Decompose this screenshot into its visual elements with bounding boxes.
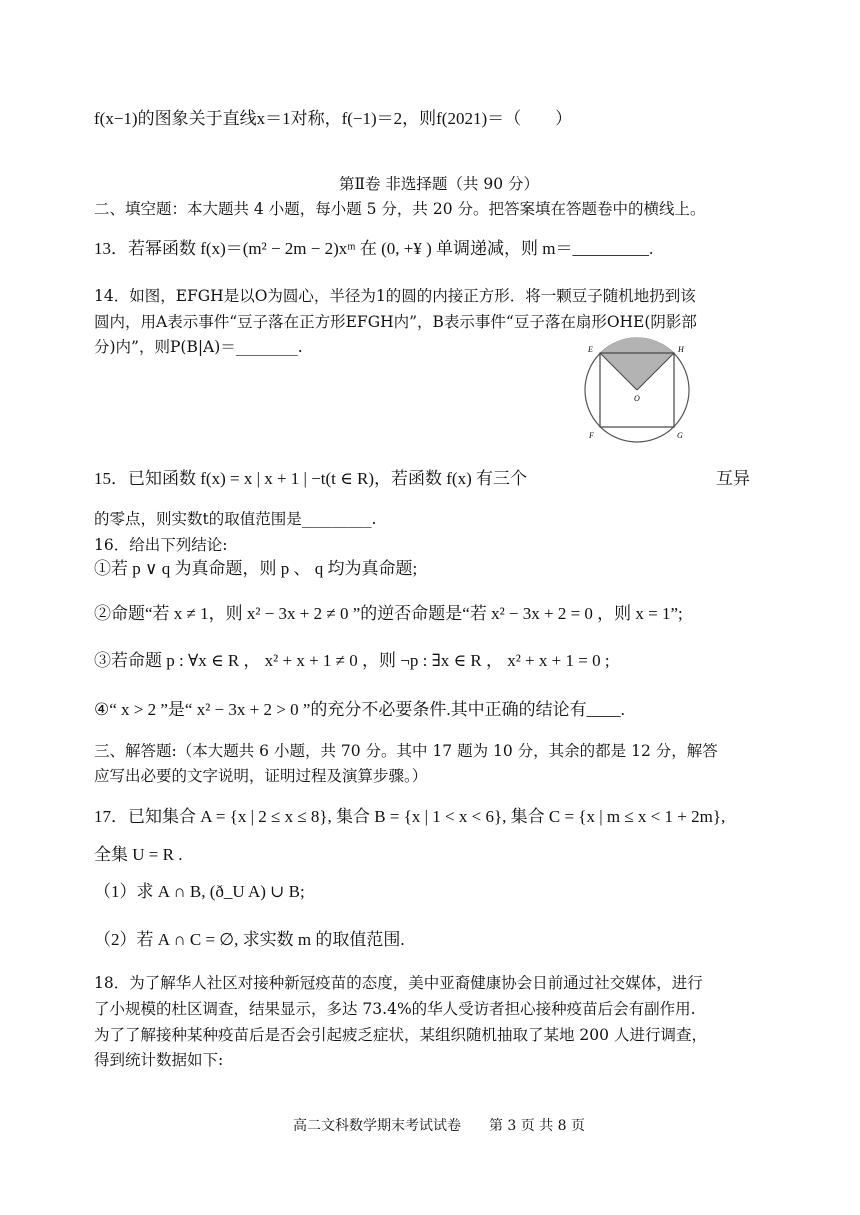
label-f: F	[589, 431, 594, 440]
question-17-part1: （1）求 A ∩ B, (ð_U A) ∪ B;	[94, 882, 305, 901]
question-13: 13．若幂函数 f(x)＝(m² − 2m − 2)xᵐ 在 (0, +¥ ) 单调递减，则 m＝_________.	[94, 239, 654, 258]
question-16-item3: ③若命题 p : ∀x ∈ R ， x² + x + 1 ≠ 0 ，则 ¬p : ∃x ∈ R ， x² + x + 1 = 0 ;	[94, 651, 610, 670]
question-16-item2: ②命题“若 x ≠ 1，则 x² − 3x + 2 ≠ 0 ”的逆否命题是“若 x² − 3x + 2 = 0 ，则 x = 1”;	[94, 604, 683, 623]
q15-text: 15．已知函数 f(x) = x | x + 1 | −t(t ∈ R)，若函数 f(x) 有三个	[94, 469, 527, 488]
fill-in-intro: 二、填空题：本大题共 4 小题，每小题 5 分，共 20 分。把答案填在答题卷中的横线上。	[94, 200, 706, 218]
question-16-title: 16．给出下列结论:	[94, 536, 228, 554]
question-17-line2: 全集 U = R .	[94, 845, 183, 864]
label-o: O	[634, 394, 640, 403]
question-14-line2: 圆内，用A表示事件“豆子落在正方形EFGH内”，B表示事件“豆子落在扇形OHE(阴影部	[94, 313, 697, 331]
solve-intro-line2: 应写出必要的文字说明，证明过程及演算步骤。）	[94, 767, 428, 785]
question-16-item4: ④“ x > 2 ”是“ x² − 3x + 2 > 0 ”的充分不必要条件.其中正确的结论有____.	[94, 700, 625, 719]
section-title: 第Ⅱ卷 非选择题（共 90 分）	[338, 175, 540, 193]
circle-square-figure	[575, 336, 700, 446]
question-18-line4: 得到统计数据如下:	[94, 1051, 224, 1069]
question-18-line2: 了小规模的杜区调查，结果显示，多达 73.4%的华人受访者担心接种疫苗后会有副作用.	[94, 1000, 696, 1018]
question-14-line1: 14．如图，EFGH是以O为圆心，半径为1的圆的内接正方形．将一颗豆子随机地扔到该	[94, 287, 696, 305]
question-18-line3: 为了了解接种某种疫苗后是否会引起疲乏症状，某组织随机抽取了某地 200 人进行调查，	[94, 1026, 707, 1044]
page-footer: 高二文科数学期末考试试卷 第 3 页 共 8 页	[292, 1118, 586, 1134]
question-18-line1: 18．为了解华人社区对接种新冠疫苗的态度，美中亚裔健康协会日前通过社交媒体，进行	[94, 974, 703, 992]
question-15-line2: 的零点，则实数t的取值范围是_________.	[94, 510, 377, 528]
label-h: H	[678, 345, 684, 354]
q12-stem-tail: f(x−1)的图象关于直线x＝1对称，f(−1)＝2，则f(2021)＝（ ）	[94, 109, 573, 128]
question-15-line1	[94, 468, 784, 490]
question-14-line3: 分)内”，则P(B|A)＝________.	[94, 338, 303, 356]
q15-text-tail: 互异	[716, 469, 750, 488]
question-16-item1: ①若 p ∨ q 为真命题，则 p 、 q 均为真命题;	[94, 559, 418, 578]
label-g: G	[677, 431, 683, 440]
solve-intro-line1: 三、解答题:（本大题共 6 小题，共 70 分。其中 17 题为 10 分，其余的都是 12 分，解答	[94, 742, 718, 760]
question-17-part2: （2）若 A ∩ C = ∅, 求实数 m 的取值范围.	[94, 930, 405, 949]
label-e: E	[588, 345, 593, 354]
question-17-line1: 17．已知集合 A = {x | 2 ≤ x ≤ 8}, 集合 B = {x | 1 < x < 6}, 集合 C = {x | m ≤ x < 1 + 2m},	[94, 807, 726, 826]
